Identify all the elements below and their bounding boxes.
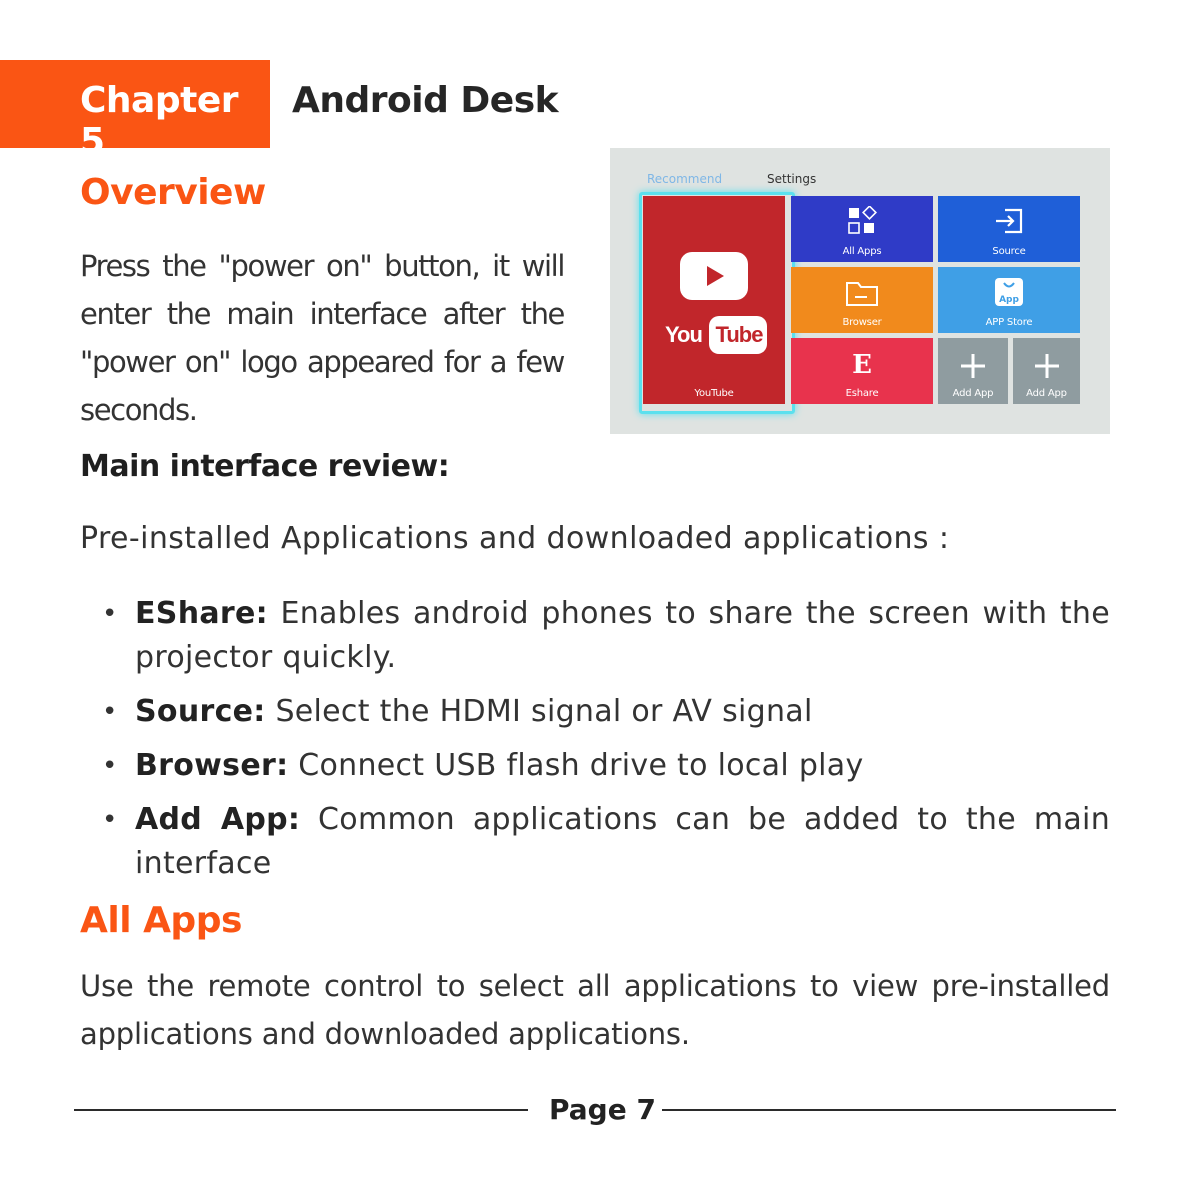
list-item <box>80 592 1110 680</box>
tile-source-label: Source <box>992 246 1026 257</box>
app-store-badge: App <box>999 295 1019 305</box>
tile-browser <box>791 267 933 333</box>
tile-eshare-label: Eshare <box>845 388 879 399</box>
item-term: Source: <box>135 694 266 729</box>
all-apps-heading: All Apps <box>80 900 242 941</box>
eshare-icon: E <box>852 350 872 380</box>
item-desc: Common applications can be added to the main interface <box>135 802 1111 881</box>
all-apps-text: Use the remote control to select all applications to view pre-installed applications and downloaded applications. <box>80 969 1110 1051</box>
bullet-icon: • <box>102 599 118 629</box>
tile-add-app-2 <box>1013 338 1080 404</box>
bullet-icon: • <box>102 751 118 781</box>
item-term: EShare: <box>135 596 268 631</box>
list-item <box>80 798 1110 886</box>
chapter-label: Chapter 5 <box>80 80 238 162</box>
item-term: Add App: <box>135 802 301 837</box>
list-item <box>80 690 1110 734</box>
tab-recommend: Recommend <box>647 172 723 186</box>
grid-icon <box>847 206 877 236</box>
chapter-title: Android Desk <box>292 80 559 121</box>
tile-add-app-2-label: Add App <box>1026 388 1067 399</box>
item-term: Browser: <box>135 748 289 783</box>
intro-text: Pre-installed Applications and downloaded applications : <box>80 521 950 556</box>
list-item <box>80 744 1110 788</box>
bullet-icon: • <box>102 805 118 835</box>
footer-rule-right <box>662 1109 1116 1111</box>
input-icon <box>993 206 1025 236</box>
tile-youtube <box>643 196 785 404</box>
folder-icon <box>845 279 879 307</box>
overview-text: Press the "power on" button, it will enter the main interface after the "power on" logo appeared for a few seconds. <box>80 249 564 427</box>
item-desc: Connect USB flash drive to local play <box>288 748 864 783</box>
tile-add-app-1-label: Add App <box>952 388 994 399</box>
overview-heading: Overview <box>80 172 266 213</box>
tile-browser-label: Browser <box>842 317 882 328</box>
feature-list <box>80 592 1110 896</box>
page-number: Page 7 <box>549 1093 656 1126</box>
launcher-screenshot <box>610 148 1110 434</box>
plus-icon <box>1033 352 1061 380</box>
plus-icon <box>959 352 987 380</box>
tile-app-store-label: APP Store <box>985 317 1033 328</box>
tile-all-apps <box>791 196 933 262</box>
main-review-heading: Main interface review: <box>80 449 450 484</box>
tab-settings: Settings <box>767 172 817 186</box>
chapter-tab <box>0 60 270 162</box>
tile-add-app-1 <box>938 338 1008 404</box>
bullet-icon: • <box>102 697 118 727</box>
youtube-logo: You Tube <box>663 314 767 356</box>
item-desc: Select the HDMI signal or AV signal <box>265 694 813 729</box>
tile-app-store <box>938 267 1080 333</box>
tile-source <box>938 196 1080 262</box>
footer-rule-left <box>74 1109 528 1111</box>
tile-eshare <box>791 338 933 404</box>
item-desc: Enables android phones to share the screen with the projector quickly. <box>135 596 1110 675</box>
play-icon <box>680 252 748 300</box>
tile-all-apps-label: All Apps <box>842 246 882 257</box>
tile-youtube-label: YouTube <box>694 388 734 399</box>
